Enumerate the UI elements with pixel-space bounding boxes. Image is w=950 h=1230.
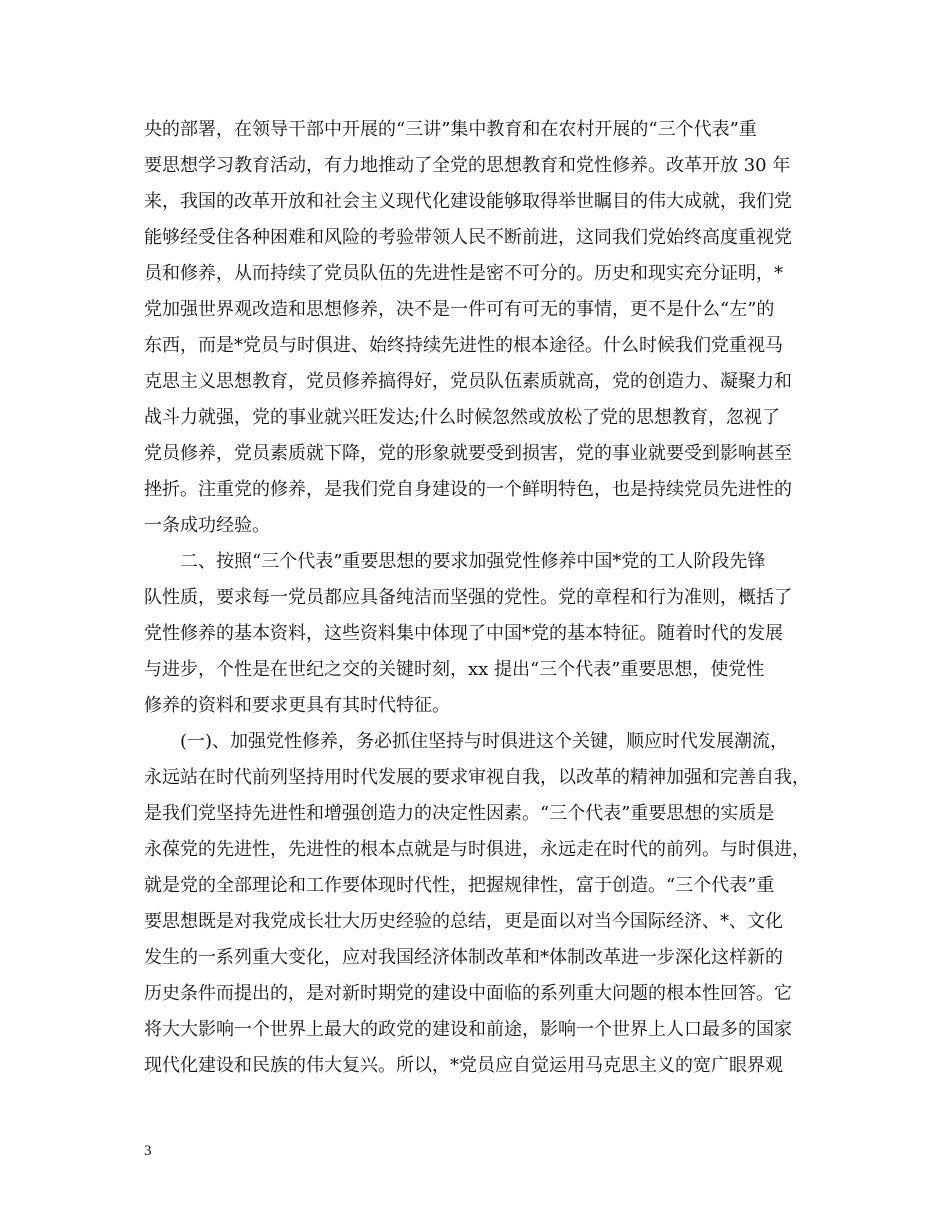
paragraph-start-line: 二、按照“三个代表”重要思想的要求加强党性修养中国*党的工人阶段先锋: [180, 551, 766, 572]
text-line: 与进步，个性是在世纪之交的关键时刻，xx 提出“三个代表”重要思想，使党性: [144, 659, 765, 680]
text-line: 修养的资料和要求更具有其时代特征。: [144, 695, 450, 716]
text-line: 要思想既是对我党成长壮大历史经验的总结，更是面以对当今国际经济、*、文化: [144, 911, 783, 932]
text-line: 发生的一系列重大变化，应对我国经济体制改革和*体制改革进一步深化这样新的: [144, 947, 783, 968]
text-line: 央的部署，在领导干部中开展的“三讲”集中教育和在农村开展的“三个代表”重: [144, 119, 757, 140]
text-line: 现代化建设和民族的伟大复兴。所以，*党员应自觉运用马克思主义的宽广眼界观: [144, 1055, 783, 1076]
text-line: 党员修养，党员素质就下降，党的形象就要受到损害，党的事业就要受到影响甚至: [144, 443, 792, 464]
text-line: 永葆党的先进性，先进性的根本点就是与时俱进，永远走在时代的前列。与时俱进，: [144, 839, 810, 860]
document-body: [144, 112, 814, 1084]
paragraph-start-line: (一)、加强党性修养，务必抓住坚持与时俱进这个关键，顺应时代发展潮流，: [180, 731, 789, 752]
text-line: 永远站在时代前列坚持用时代发展的要求审视自我，以改革的精神加强和完善自我，: [144, 767, 810, 788]
text-line: 东西，而是*党员与时俱进、始终持续先进性的根本途径。什么时候我们党重视马: [144, 335, 783, 356]
text-line: 要思想学习教育活动，有力地推动了全党的思想教育和党性修养。改革开放 30 年: [144, 155, 791, 176]
text-line: 将大大影响一个世界上最大的政党的建设和前途，影响一个世界上人口最多的国家: [144, 1019, 792, 1040]
text-line: 能够经受住各种困难和风险的考验带领人民不断前进，这同我们党始终高度重视党: [144, 227, 792, 248]
text-line: 战斗力就强，党的事业就兴旺发达;什么时候忽然或放松了党的思想教育，忽视了: [144, 407, 781, 428]
text-line: 党加强世界观改造和思想修养，决不是一件可有可无的事情，更不是什么“左”的: [144, 299, 775, 320]
text-line: 克思主义思想教育，党员修养搞得好，党员队伍素质就高，党的创造力、凝聚力和: [144, 371, 792, 392]
text-line: 就是党的全部理论和工作要体现时代性，把握规律性，富于创造。“三个代表”重: [144, 875, 775, 896]
text-line: 是我们党坚持先进性和增强创造力的决定性因素。“三个代表”重要思想的实质是: [144, 803, 775, 824]
text-line: 一条成功经验。: [144, 515, 270, 536]
text-line: 挫折。注重党的修养，是我们党自身建设的一个鲜明特色，也是持续党员先进性的: [144, 479, 792, 500]
text-line: 员和修养，从而持续了党员队伍的先进性是密不可分的。历史和现实充分证明，*: [144, 263, 783, 284]
text-line: 党性修养的基本资料，这些资料集中体现了中国*党的基本特征。随着时代的发展: [144, 623, 783, 644]
text-line: 来，我国的改革开放和社会主义现代化建设能够取得举世瞩目的伟大成就，我们党: [144, 191, 792, 212]
text-line: 队性质，要求每一党员都应具备纯洁而坚强的党性。党的章程和行为准则，概括了: [144, 587, 792, 608]
page-number: 3: [144, 1143, 152, 1159]
text-line: 历史条件而提出的，是对新时期党的建设中面临的系列重大问题的根本性回答。它: [144, 983, 792, 1004]
